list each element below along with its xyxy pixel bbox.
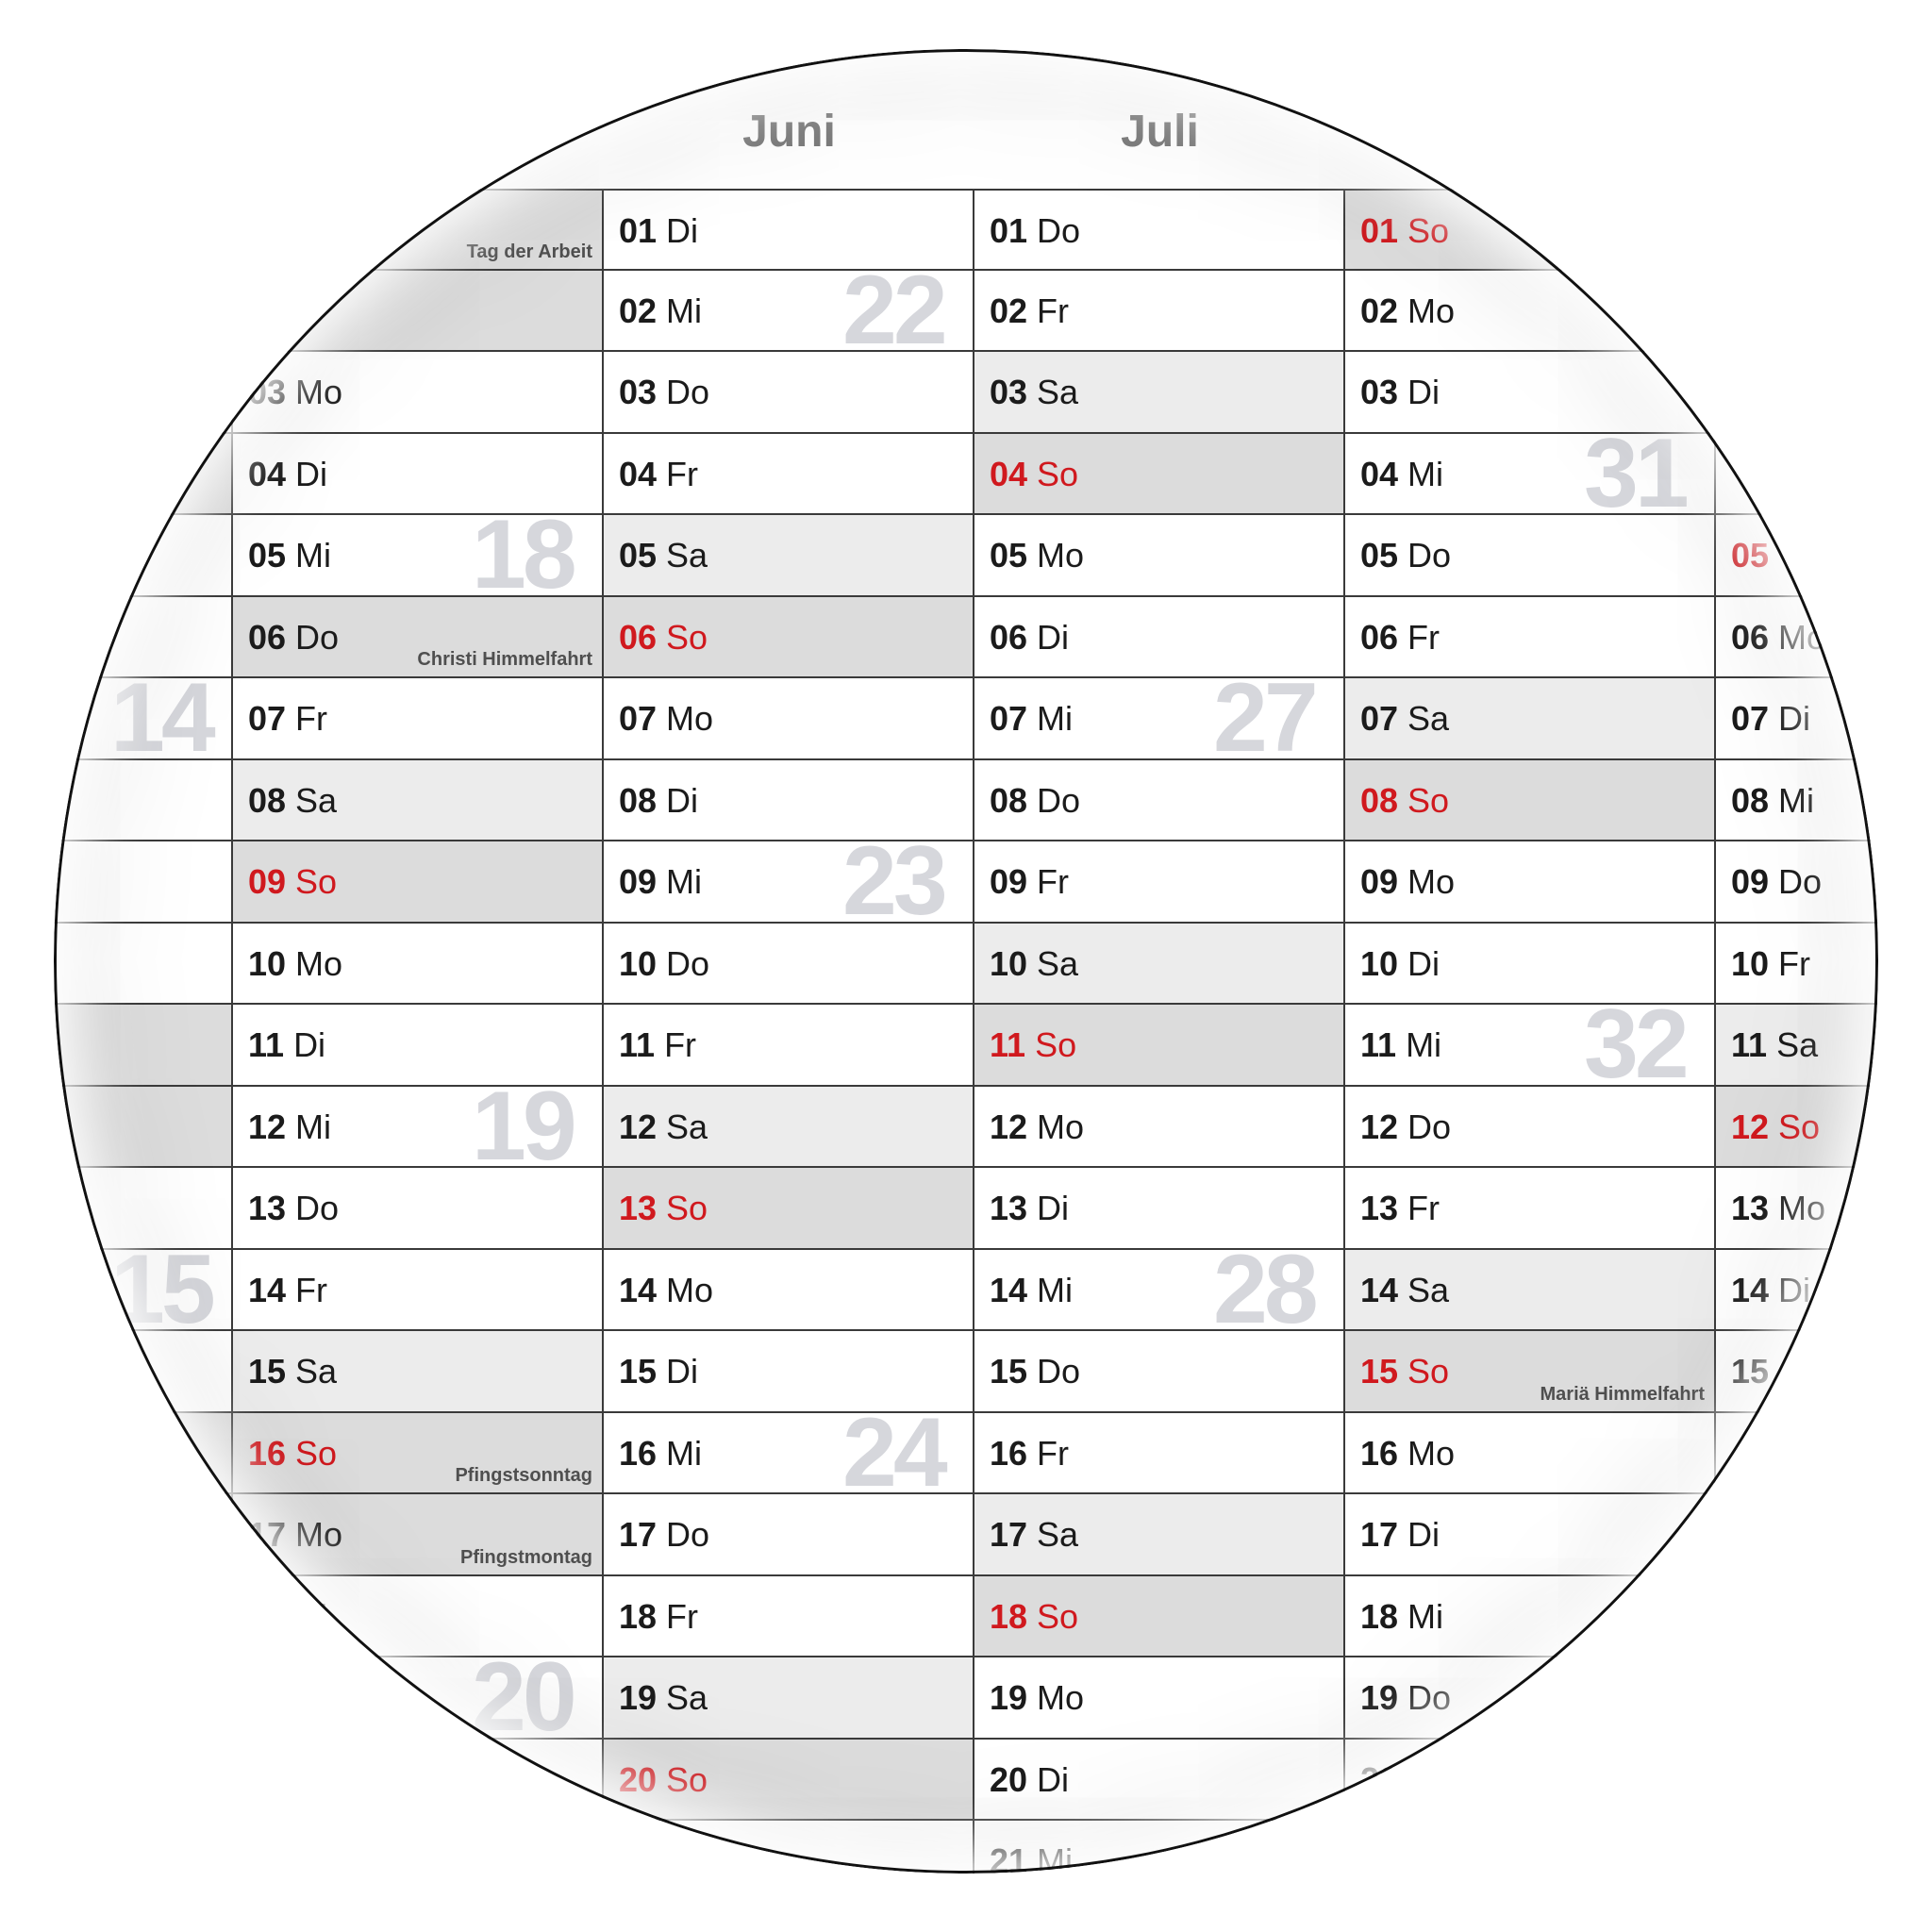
day-number: 06 — [248, 617, 287, 657]
day-cell[interactable] — [233, 1821, 604, 1874]
day-number: 17 — [619, 1515, 658, 1554]
day-number: 16 — [619, 1433, 658, 1473]
day-cell[interactable] — [1716, 1576, 1878, 1658]
day-number: 15 — [619, 1352, 658, 1391]
weekday-abbr: Sa — [295, 780, 338, 820]
day-number: 11 — [619, 1025, 656, 1064]
day-number: 11 — [248, 1025, 285, 1064]
day-number: 07 — [248, 699, 287, 738]
day-number: 09 — [1360, 862, 1399, 901]
day-number: 02 — [990, 291, 1028, 330]
day-number: 03 — [1360, 373, 1399, 411]
weekday-abbr: Do — [1407, 1678, 1452, 1717]
weekday-abbr: Mo — [295, 943, 343, 983]
day-cell-blank — [54, 1821, 233, 1874]
day-cell[interactable] — [1716, 271, 1878, 353]
day-cell-blank — [54, 271, 233, 353]
weekday-abbr: Do — [295, 617, 340, 657]
day-number: 08 — [1360, 780, 1399, 820]
day-number: 21 — [990, 1841, 1028, 1874]
week-number: 27 — [1213, 663, 1315, 773]
weekday-abbr: Mo — [1407, 1433, 1456, 1473]
day-cell-blank — [54, 1657, 233, 1740]
day-number: 07 — [1360, 699, 1399, 738]
weekday-abbr: Sa — [1037, 943, 1079, 983]
weekday-abbr: So — [1407, 780, 1450, 820]
holiday-note: Christi Himmelfahrt — [417, 649, 592, 670]
day-number: 08 — [619, 780, 658, 820]
weekday-abbr: Do — [295, 1189, 340, 1227]
day-number: 20 — [990, 1759, 1028, 1799]
day-number: 12 — [619, 1107, 658, 1146]
day-number: 12 — [1360, 1107, 1399, 1146]
week-number: 28 — [1213, 1234, 1315, 1344]
day-number: 09 — [990, 862, 1028, 901]
day-number: 15 — [1360, 1352, 1399, 1391]
weekday-abbr: Fr — [1037, 291, 1070, 330]
day-number: 05 — [619, 536, 658, 575]
day-cell-blank — [54, 1494, 233, 1576]
day-cell[interactable] — [1716, 1657, 1878, 1740]
day-label — [248, 1597, 327, 1637]
weekday-abbr: Sa — [1037, 1515, 1079, 1554]
week-number: 14 — [110, 663, 212, 773]
weekday-abbr: Mi — [1406, 1025, 1442, 1064]
day-number: 06 — [619, 617, 658, 657]
day-cell[interactable] — [1716, 1494, 1878, 1576]
day-number: 08 — [248, 780, 287, 820]
week-number: 15 — [110, 1234, 212, 1344]
weekday-abbr: Di — [293, 1025, 326, 1064]
weekday-abbr: Sa — [666, 536, 708, 575]
day-cell-blank — [54, 189, 233, 271]
weekday-abbr: Do — [1037, 211, 1081, 250]
week-number: 32 — [1584, 990, 1686, 1099]
day-number: 07 — [1731, 699, 1770, 738]
weekday-abbr: So — [295, 1433, 338, 1473]
day-number: 14 — [248, 1270, 287, 1309]
weekday-abbr: Di — [1037, 1189, 1070, 1227]
lens-rim — [54, 49, 1878, 1874]
weekday-abbr: Do — [666, 373, 710, 411]
weekday-abbr: Do — [1037, 1352, 1081, 1391]
day-number: 12 — [248, 1107, 287, 1146]
day-number: 18 — [990, 1596, 1028, 1636]
day-cell[interactable] — [1716, 1821, 1878, 1874]
day-number: 09 — [1731, 862, 1770, 901]
day-number: 05 — [990, 536, 1028, 575]
weekday-abbr: So — [1778, 1107, 1821, 1146]
weekday-abbr: Mi — [295, 536, 332, 575]
weekday-abbr: Mo — [666, 699, 714, 738]
week-number: 19 — [472, 1071, 574, 1181]
weekday-abbr: Di — [295, 454, 328, 493]
day-number: 11 — [1731, 1025, 1768, 1064]
day-number: 04 — [1360, 454, 1399, 493]
day-number: 04 — [248, 454, 287, 493]
weekday-abbr: So — [1037, 454, 1079, 493]
day-number: 03 — [248, 373, 287, 411]
weekday-abbr: Mi — [1037, 1841, 1074, 1874]
weekday-abbr: Mo — [1037, 1107, 1085, 1146]
week-number: 24 — [842, 1397, 944, 1507]
weekday-abbr: Do — [1037, 780, 1081, 820]
weekday-abbr: Mi — [666, 862, 703, 901]
weekday-abbr: Fr — [1778, 943, 1811, 983]
day-cell-blank — [54, 1576, 233, 1658]
day-number: 17 — [248, 1515, 287, 1554]
weekday-abbr: Di — [1778, 1270, 1811, 1309]
weekday-abbr: Sa — [1037, 373, 1079, 411]
day-cell-blank — [54, 1740, 233, 1822]
weekday-abbr: Fr — [295, 1270, 328, 1309]
weekday-abbr: Do — [1778, 862, 1823, 901]
weekday-abbr: Do — [1407, 1107, 1452, 1146]
weekday-abbr: Sa — [295, 1352, 338, 1391]
day-number: 17 — [1360, 1515, 1399, 1554]
weekday-abbr: Fr — [295, 699, 328, 738]
weekday-abbr: Di — [1407, 373, 1441, 411]
day-number: 12 — [990, 1107, 1028, 1146]
weekday-abbr: Fr — [666, 454, 699, 493]
day-number: 17 — [990, 1515, 1028, 1554]
day-number: 18 — [619, 1596, 658, 1636]
day-number: 02 — [619, 291, 658, 330]
weekday-abbr: Mi — [1778, 780, 1815, 820]
day-number: 16 — [990, 1433, 1028, 1473]
day-number: 20 — [619, 1759, 658, 1799]
holiday-note: Tag der Arbeit — [466, 241, 592, 262]
day-number: 05 — [1360, 536, 1399, 575]
week-number: 22 — [842, 255, 944, 365]
day-number: 14 — [990, 1270, 1028, 1309]
holiday-note: Pfingstmontag — [460, 1546, 592, 1568]
day-number: 02 — [1360, 291, 1399, 330]
weekday-abbr: Do — [666, 1515, 710, 1554]
day-number: 07 — [990, 699, 1028, 738]
weekday-abbr: Mo — [1778, 1189, 1826, 1227]
weekday-abbr: Sa — [666, 1678, 708, 1717]
day-number: 10 — [619, 943, 658, 983]
weekday-abbr: Fr — [1037, 1433, 1070, 1473]
day-number: 16 — [1360, 1433, 1399, 1473]
weekday-abbr: Mo — [295, 373, 343, 411]
day-number: 06 — [990, 617, 1028, 657]
day-number: 06 — [1360, 617, 1399, 657]
weekday-abbr: Sa — [1776, 1025, 1819, 1064]
day-number: 10 — [1731, 943, 1770, 983]
weekday-abbr: So — [1407, 211, 1450, 250]
day-number: 15 — [1731, 1352, 1770, 1391]
day-number: 01 — [990, 211, 1028, 250]
day-cell[interactable] — [1716, 1740, 1878, 1822]
day-number: 04 — [990, 454, 1028, 493]
weekday-abbr: Sa — [1407, 699, 1450, 738]
day-number: 03 — [619, 373, 658, 411]
weekday-abbr: Mi — [295, 1107, 332, 1146]
weekday-abbr: Di — [1037, 617, 1070, 657]
weekday-abbr: Di — [666, 1352, 699, 1391]
weekday-abbr: So — [666, 617, 708, 657]
day-number: 04 — [619, 454, 658, 493]
weekday-abbr: Mi — [1407, 454, 1444, 493]
weekday-abbr: Di — [666, 780, 699, 820]
weekday-abbr: Mi — [1407, 1596, 1444, 1636]
day-cell[interactable] — [1716, 352, 1878, 434]
day-number: 08 — [1731, 780, 1770, 820]
month-title: Juni — [742, 107, 836, 157]
day-number: 01 — [619, 211, 658, 250]
day-number: 05 — [1731, 536, 1770, 575]
day-number: 16 — [248, 1433, 287, 1473]
day-number: 19 — [619, 1678, 658, 1717]
week-number: 23 — [842, 826, 944, 936]
day-number: 10 — [1360, 943, 1399, 983]
holiday-note: Pfingstsonntag — [455, 1465, 592, 1486]
weekday-abbr: Mo — [666, 1270, 714, 1309]
day-cell[interactable] — [1716, 189, 1878, 271]
day-number: 13 — [1360, 1189, 1399, 1227]
day-number: 08 — [990, 780, 1028, 820]
day-number: 13 — [619, 1189, 658, 1227]
weekday-abbr: Mo — [1778, 617, 1826, 657]
day-number: 18 — [1360, 1596, 1399, 1636]
weekday-abbr: Sa — [666, 1107, 708, 1146]
day-number: 14 — [1731, 1270, 1770, 1309]
day-number: 09 — [619, 862, 658, 901]
day-cell[interactable] — [1345, 1821, 1716, 1874]
weekday-abbr: Di — [1407, 1515, 1441, 1554]
weekday-abbr: So — [1035, 1025, 1077, 1064]
weekday-abbr: So — [1037, 1596, 1079, 1636]
weekday-abbr: Di — [1407, 943, 1441, 983]
weekday-abbr: Di — [1037, 1759, 1070, 1799]
day-number: 15 — [248, 1352, 287, 1391]
day-number: 20 — [1360, 1759, 1399, 1799]
day-number: 11 — [1360, 1025, 1397, 1064]
week-number: 20 — [472, 1642, 574, 1752]
week-number: 18 — [472, 500, 574, 609]
day-cell-blank — [54, 352, 233, 434]
day-number: 06 — [1731, 617, 1770, 657]
weekday-abbr: Di — [295, 1596, 328, 1636]
day-number: 10 — [990, 943, 1028, 983]
day-number: 09 — [248, 862, 287, 901]
weekday-abbr: So — [666, 1759, 708, 1799]
day-number: 03 — [990, 373, 1028, 411]
day-number: 19 — [1360, 1678, 1399, 1717]
weekday-abbr: Mo — [1407, 862, 1456, 901]
weekday-abbr: Fr — [664, 1025, 697, 1064]
weekday-abbr: Do — [666, 943, 710, 983]
day-number: 14 — [1360, 1270, 1399, 1309]
day-number: 01 — [1360, 211, 1399, 250]
day-number: 13 — [990, 1189, 1028, 1227]
weekday-abbr: Mo — [295, 1515, 343, 1554]
weekday-abbr: Mi — [1037, 699, 1074, 738]
weekday-abbr: Fr — [1037, 862, 1070, 901]
weekday-abbr: So — [1407, 1352, 1450, 1391]
day-number: 05 — [248, 536, 287, 575]
day-number: 14 — [619, 1270, 658, 1309]
week-number: 31 — [1584, 418, 1686, 528]
weekday-abbr: Mo — [1037, 536, 1085, 575]
day-number: 12 — [1731, 1107, 1770, 1146]
weekday-abbr: Fr — [1407, 617, 1441, 657]
weekday-abbr: Di — [1778, 699, 1811, 738]
weekday-abbr: Mi — [1037, 1270, 1074, 1309]
day-number: 15 — [990, 1352, 1028, 1391]
weekday-abbr: So — [295, 862, 338, 901]
weekday-abbr: Fr — [1407, 1189, 1441, 1227]
weekday-abbr: Di — [666, 211, 699, 250]
weekday-abbr: Mo — [1407, 291, 1456, 330]
weekday-abbr: Mi — [666, 291, 703, 330]
day-number: 11 — [990, 1025, 1026, 1064]
weekday-abbr: Do — [1407, 536, 1452, 575]
holiday-note: Mariä Himmelfahrt — [1540, 1383, 1705, 1405]
weekday-abbr: So — [666, 1189, 708, 1227]
weekday-abbr: Fr — [666, 1596, 699, 1636]
day-number: 13 — [1731, 1189, 1770, 1227]
weekday-abbr: Sa — [1407, 1270, 1450, 1309]
calendar-lens — [54, 49, 1878, 1874]
day-number: 10 — [248, 943, 287, 983]
day-number: 07 — [619, 699, 658, 738]
month-title: Juli — [1121, 107, 1199, 157]
weekday-abbr: Mi — [666, 1433, 703, 1473]
weekday-abbr: Mo — [1037, 1678, 1085, 1717]
day-number: 18 — [248, 1596, 287, 1636]
day-number: 19 — [990, 1678, 1028, 1717]
day-number: 13 — [248, 1189, 287, 1227]
